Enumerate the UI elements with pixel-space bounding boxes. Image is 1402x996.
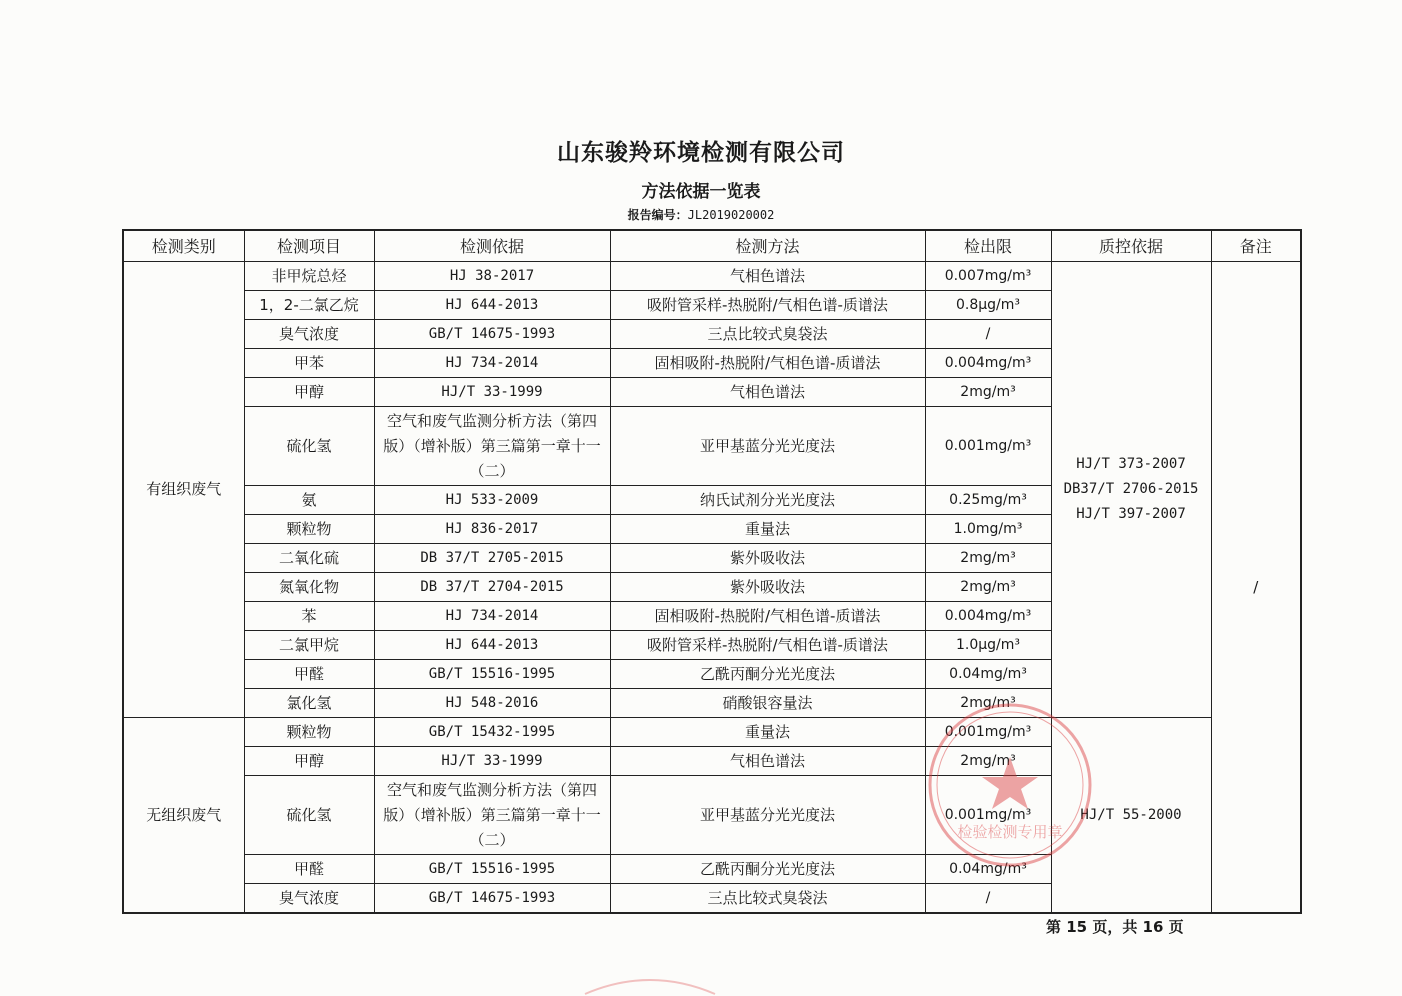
method-cell: 固相吸附-热脱附/气相色谱-质谱法: [610, 602, 925, 631]
basis-cell: GB/T 15516-1995: [374, 660, 610, 689]
header-qc: 质控依据: [1051, 230, 1211, 262]
limit-cell: 2mg/m³: [925, 544, 1051, 573]
item-cell: 臭气浓度: [244, 320, 374, 349]
limit-cell: 0.8μg/m³: [925, 291, 1051, 320]
method-cell: 气相色谱法: [610, 747, 925, 776]
limit-cell: 1.0mg/m³: [925, 515, 1051, 544]
company-name: 山东骏羚环境检测有限公司: [557, 140, 845, 166]
item-cell: 甲醛: [244, 660, 374, 689]
method-cell: 重量法: [610, 515, 925, 544]
item-cell: 臭气浓度: [244, 884, 374, 914]
basis-cell: GB/T 14675-1993: [374, 320, 610, 349]
header-method: 检测方法: [610, 230, 925, 262]
basis-cell: HJ 548-2016: [374, 689, 610, 718]
basis-cell: DB 37/T 2704-2015: [374, 573, 610, 602]
category-cell: 有组织废气: [123, 262, 244, 718]
limit-cell: 0.04mg/m³: [925, 660, 1051, 689]
basis-cell: GB/T 14675-1993: [374, 884, 610, 914]
method-cell: 硝酸银容量法: [610, 689, 925, 718]
basis-cell: GB/T 15432-1995: [374, 718, 610, 747]
page-number: 第 15 页，共 16 页: [1046, 918, 1184, 936]
item-cell: 硫化氢: [244, 407, 374, 486]
table-row: [123, 718, 1301, 747]
item-cell: 氮氧化物: [244, 573, 374, 602]
method-cell: 紫外吸收法: [610, 544, 925, 573]
category-cell: 无组织废气: [123, 718, 244, 914]
header-remark: 备注: [1211, 230, 1301, 262]
qc-standard: HJ/T 55-2000: [1080, 806, 1182, 823]
basis-cell: 空气和废气监测分析方法（第四版）（增补版）第三篇第一章十一（二）: [374, 776, 610, 855]
item-cell: 氨: [244, 486, 374, 515]
basis-cell: HJ/T 33-1999: [374, 747, 610, 776]
item-cell: 甲醛: [244, 855, 374, 884]
limit-cell: 0.001mg/m³: [925, 776, 1051, 855]
item-cell: 1，2-二氯乙烷: [244, 291, 374, 320]
method-cell: 乙酰丙酮分光光度法: [610, 855, 925, 884]
basis-cell: HJ 38-2017: [374, 262, 610, 291]
item-cell: 非甲烷总烃: [244, 262, 374, 291]
limit-cell: /: [925, 884, 1051, 914]
table-row: [123, 262, 1301, 291]
basis-cell: HJ 734-2014: [374, 349, 610, 378]
basis-cell: 空气和废气监测分析方法（第四版）（增补版）第三篇第一章十一（二）: [374, 407, 610, 486]
method-cell: 吸附管采样-热脱附/气相色谱-质谱法: [610, 631, 925, 660]
method-cell: 亚甲基蓝分光光度法: [610, 776, 925, 855]
limit-cell: 0.001mg/m³: [925, 718, 1051, 747]
limit-cell: 2mg/m³: [925, 378, 1051, 407]
limit-cell: 0.004mg/m³: [925, 349, 1051, 378]
table-body: [123, 262, 1301, 914]
method-cell: 固相吸附-热脱附/气相色谱-质谱法: [610, 349, 925, 378]
limit-cell: 0.25mg/m³: [925, 486, 1051, 515]
method-cell: 乙酰丙酮分光光度法: [610, 660, 925, 689]
report-number: [0, 206, 1402, 223]
limit-cell: 0.007mg/m³: [925, 262, 1051, 291]
item-cell: 颗粒物: [244, 515, 374, 544]
item-cell: 甲苯: [244, 349, 374, 378]
seal-text: 检验检测专用章: [957, 823, 1063, 841]
basis-cell: DB 37/T 2705-2015: [374, 544, 610, 573]
limit-cell: 2mg/m³: [925, 573, 1051, 602]
document-title: 方法依据一览表: [641, 182, 761, 202]
header-item: 检测项目: [244, 230, 374, 262]
table-header-row: [123, 230, 1301, 262]
basis-cell: HJ 734-2014: [374, 602, 610, 631]
basis-cell: HJ 533-2009: [374, 486, 610, 515]
item-cell: 氯化氢: [244, 689, 374, 718]
limit-cell: 0.004mg/m³: [925, 602, 1051, 631]
item-cell: 甲醇: [244, 747, 374, 776]
basis-cell: GB/T 15516-1995: [374, 855, 610, 884]
qc-standard: DB37/T 2706-2015: [1063, 481, 1199, 497]
report-number-value: JL2019020002: [687, 208, 775, 222]
item-cell: 二氯甲烷: [244, 631, 374, 660]
qc-cell: [1051, 262, 1211, 718]
basis-cell: HJ 644-2013: [374, 631, 610, 660]
method-cell: 吸附管采样-热脱附/气相色谱-质谱法: [610, 291, 925, 320]
item-cell: 苯: [244, 602, 374, 631]
limit-cell: /: [925, 320, 1051, 349]
limit-cell: 2mg/m³: [925, 689, 1051, 718]
limit-cell: 0.001mg/m³: [925, 407, 1051, 486]
header-limit: 检出限: [925, 230, 1051, 262]
method-cell: 三点比较式臭袋法: [610, 320, 925, 349]
method-cell: 亚甲基蓝分光光度法: [610, 407, 925, 486]
qc-standard: HJ/T 397-2007: [1076, 506, 1186, 522]
basis-cell: HJ 836-2017: [374, 515, 610, 544]
method-cell: 重量法: [610, 718, 925, 747]
method-cell: 紫外吸收法: [610, 573, 925, 602]
method-basis-table: [122, 229, 1302, 914]
item-cell: 甲醇: [244, 378, 374, 407]
method-cell: 气相色谱法: [610, 262, 925, 291]
qc-standard: HJ/T 373-2007: [1076, 456, 1186, 472]
method-cell: 纳氏试剂分光光度法: [610, 486, 925, 515]
qc-cell: [1051, 718, 1211, 914]
report-number-label: 报告编号：: [627, 208, 688, 222]
method-cell: 三点比较式臭袋法: [610, 884, 925, 914]
item-cell: 硫化氢: [244, 776, 374, 855]
basis-cell: HJ/T 33-1999: [374, 378, 610, 407]
limit-cell: 2mg/m³: [925, 747, 1051, 776]
remark-cell: /: [1211, 262, 1301, 914]
method-cell: 气相色谱法: [610, 378, 925, 407]
item-cell: 二氧化硫: [244, 544, 374, 573]
header-basis: 检测依据: [374, 230, 610, 262]
item-cell: 颗粒物: [244, 718, 374, 747]
basis-cell: HJ 644-2013: [374, 291, 610, 320]
limit-cell: 1.0μg/m³: [925, 631, 1051, 660]
limit-cell: 0.04mg/m³: [925, 855, 1051, 884]
header-category: 检测类别: [123, 230, 244, 262]
